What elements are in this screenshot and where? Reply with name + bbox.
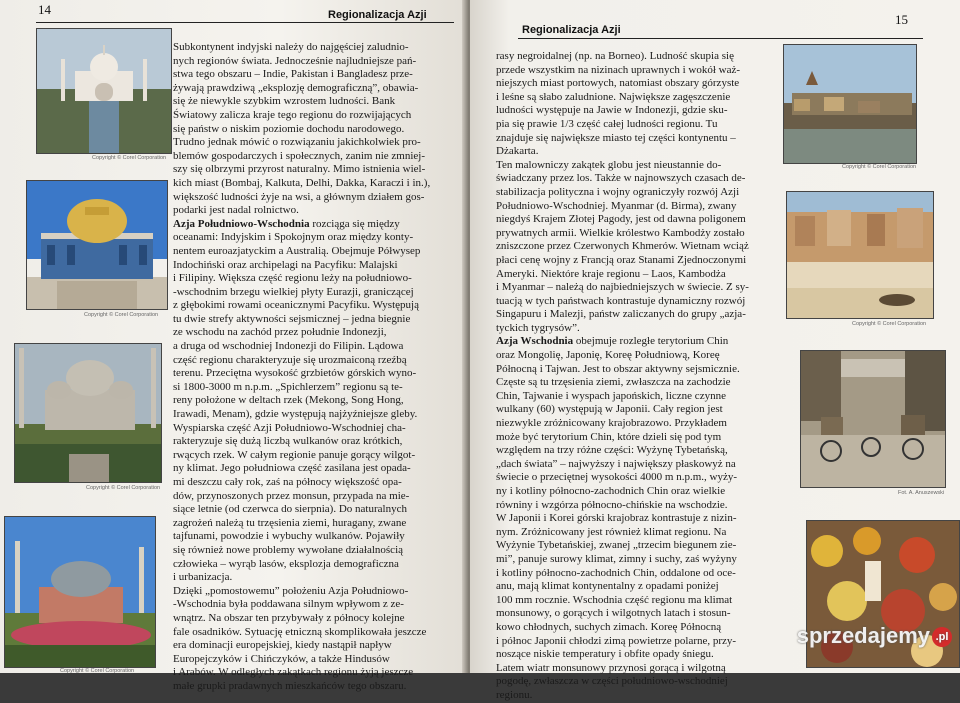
text-run: niejszych miast portowych, natomiast obszary górzyste [496,77,740,90]
text-run: ludności występuje na Jawie w Indonezji, gdzie sku- [496,104,728,117]
text-line [496,322,781,336]
text-run: płaci cenę wojny z Francją oraz Stanami Zjednoczonymi [496,253,747,266]
text-line [496,186,781,200]
photo-credit: Copyright © Corel Corporation [84,312,159,318]
text-line [173,313,457,327]
text-line [496,240,781,254]
text-line [173,530,457,544]
text-line [496,213,781,227]
text-run: „dach świata” – najwyższy i największy płaskowyż na [496,457,736,470]
text-line [173,680,457,694]
text-line [496,104,781,118]
text-line [496,77,781,91]
text-line [496,172,781,186]
text-run: i Arabów. W odległych zakątkach regionu żyją jeszcze [173,666,414,679]
text-run: mi deszczu cały rok, zaś na północy większość opa- [173,476,402,488]
text-line [496,635,781,649]
text-line [496,675,781,689]
text-line [173,177,457,191]
text-line [173,286,457,300]
text-run: i północ Japonii chłodzi zimą powietrze polarne, przy- [496,634,737,647]
right-page [470,0,960,701]
text-line [173,571,457,585]
photo-river-town [783,44,917,164]
text-run: podarki jest nadal rolnictwo. [173,204,299,217]
page-number: 15 [895,12,908,27]
text-run: monsunowy, o gorących i wilgotnych latach i stosun- [496,607,731,620]
text-line [173,299,457,313]
photo-ghats [786,191,934,319]
text-line [173,422,457,436]
running-head: Regionalizacja Azji [328,9,427,21]
text-line [173,381,457,395]
text-run: W Japonii i Korei górski krajobraz kontrastuje z nizin- [496,512,737,525]
photo-credit: Copyright © Corel Corporation [852,321,927,327]
text-run: mi”, panuje surowy klimat, zimny i suchy, zaś wyżyny [496,552,737,565]
text-line [173,612,457,626]
text-run: Singapuru i Malezji, państw zaliczanych do grupy „azja- [496,308,746,321]
text-line [173,408,457,422]
photo-blue-mosque [14,343,162,483]
running-head: Regionalizacja Azji [522,24,621,36]
text-line [173,394,457,408]
text-line [173,272,457,286]
text-line [173,340,457,354]
text-run: Europejczyków i Chińczyków, a także Hindusów [173,652,390,665]
text-run: Dzięki „pomostowemu” położeniu Azja Południowo- [173,584,409,597]
text-run: niegdyś Krajem Złotej Pagody, jest od dawna poligonem [496,213,746,226]
text-run: szy się olbrzymi przyrost naturalny. Mimo istnienia wiel- [173,163,426,176]
text-run: prywatnych armii. Wielkie królestwo Kambodży zostało [496,226,745,239]
text-run: z głębokimi rowami oceanicznymi Pacyfiku. Występują [173,299,419,312]
text-run: Wyspiarska część Azji Południowo-Wschodniej cha- [173,421,406,434]
photo-hagia-sophia [4,516,156,668]
text-run: względem na trzy różne części: Wyżynę Tybetańską, [496,444,728,457]
photo-street [800,350,946,488]
text-run: a druga od wschodniej Indonezji do Filipin. Lądowa [173,340,404,353]
text-run: i kotliny północno-zachodnich Chin, oddalone od oce- [496,566,736,579]
watermark-badge: .pl [932,627,952,647]
text-line [173,245,457,259]
text-run: Częste są tu trzęsienia ziemi, zwłaszcza na zachodzie [496,376,731,389]
text-run: Chin, Tajwanie i wyspach japońskich, liczne czynne [496,389,726,402]
text-run: oraz Mongolię, Japonię, Koreę Południową, Koreę [496,349,720,362]
text-run: stwa tego obszaru – Indie, Pakistan i Bangladesz prze- [173,68,413,81]
photo-credit: Copyright © Corel Corporation [92,155,167,161]
text-line [173,68,457,82]
section-heading: Azja Południowo-Wschodnia [173,217,310,230]
text-line [496,91,781,105]
text-line [496,254,781,268]
text-line [496,621,781,635]
text-line [496,471,781,485]
text-run: Południowo-Wschodniej. Myanmar (d. Birma), zwany [496,199,737,212]
text-run: oceanami: Indyjskim i Spokojnym oraz między konty- [173,231,414,244]
text-line [173,191,457,205]
text-line [173,367,457,381]
text-run: niezwykle zróżnicowany krajobrazowo. Przykładem [496,417,727,430]
text-run: i urbanizacja. [173,571,233,584]
text-run: część regionu charakteryzuje się urozmaiconą rzeźbą [173,353,407,366]
text-run: anu, mają klimat kontynentalny z opadami poniżej [496,580,719,593]
text-line [173,462,457,476]
watermark [797,623,952,649]
text-line [496,227,781,241]
text-run: 100 mm rocznie. Wschodnia część regionu ma klimat [496,593,733,606]
text-line [496,594,781,608]
text-line [173,666,457,680]
text-line [496,526,781,540]
header-rule [518,38,923,39]
text-line [496,145,781,159]
text-run: świadczany przez los. Także w najnowszych czasach de- [496,172,746,185]
text-line [496,363,781,377]
text-run: się że niewykle szybkim wzrostem ludności. Bank [173,95,396,108]
text-run: tajfunami, powodzie i wybuchy wulkanów. Pojawiły [173,530,405,543]
text-line [173,95,457,109]
text-line [496,607,781,621]
text-line [173,639,457,653]
text-run: obejmuje rozległe terytorium Chin [573,335,729,348]
text-run: i Filipiny. Większa część regionu leży na południowo- [173,272,412,285]
text-line [496,553,781,567]
text-line [496,499,781,513]
text-line [173,476,457,490]
text-run: wnątrz. Na obszar ten przybywały z północy kolejne [173,611,405,624]
text-line [173,204,457,218]
text-line [173,544,457,558]
text-line [496,349,781,363]
text-line [173,653,457,667]
page-number: 14 [38,2,51,17]
text-line [496,200,781,214]
text-line [173,259,457,273]
text-line [173,41,457,55]
text-run: rakteryzuje się dużą liczbą wulkanów oraz krótkich, [173,435,403,448]
photo-credit: Copyright © Corel Corporation [86,485,161,491]
text-line [173,354,457,368]
photo-golden-dome [26,180,168,310]
text-line [496,485,781,499]
text-run: Latem wiatr monsunowy przynosi gorącą i wilgotną [496,661,726,674]
text-run: wulkany (60) występują w Japonii. Cały region jest [496,403,723,416]
text-run: zniszczone przez Czerwonych Khmerów. Wietnam wciąż [496,240,749,253]
text-run: Subkontynent indyjski należy do najgęściej zaludnio- [173,41,409,53]
text-line [496,268,781,282]
text-line [173,55,457,69]
text-line [173,150,457,164]
text-line [496,458,781,472]
text-line [173,218,457,232]
text-line [173,326,457,340]
text-run: Wyżynie Tybetańskiej, zwanej „trzecim biegunem zie- [496,539,737,552]
text-run: Północną i Tajwan. Jest to obszar aktywny sejsmicznie. [496,362,740,375]
text-run: Irawadi, Menam), gdzie występują najżyźniejsze gleby. [173,408,418,421]
text-run: nych regionów świata. Jednocześnie najludniejsze pań- [173,54,417,67]
text-run: Dżakarta. [496,145,539,158]
text-run: ny klimat. Jego południowa część zasilana jest opada- [173,462,411,475]
text-line [173,123,457,137]
watermark-text: sprzedajemy [796,623,930,648]
text-run: człowieka – wyrąb lasów, eksplozja demograficzna [173,557,399,570]
text-run: małe grupki pradawnych mieszkańców tego obszaru. [173,679,407,692]
left-body-text [173,41,457,694]
text-run: dów, przynoszonych przez monsun, przypada na mie- [173,489,410,502]
text-run: równiny i wzgórza północno-chińskie na wschodzie. [496,498,728,511]
text-run: rwących rzek. W całym regionie panuje gorący wilgot- [173,448,416,461]
right-body-text [496,50,781,703]
text-line [173,490,457,504]
text-run: siące letnie (od czerwca do sierpnia). Do naturalnych [173,503,407,516]
text-line [173,449,457,463]
text-run: kowo chłodnych, suchych zimach. Koreę Północną [496,620,722,633]
text-run: stabilizacja polityczna i wojny ograniczyły rozwój Azji [496,185,740,198]
text-run: rozciąga się między [309,217,400,230]
text-line [173,109,457,123]
text-line [173,163,457,177]
text-run: świecie o przeciętnej wysokości 4000 m n.p.m., wyży- [496,471,738,484]
text-run: Ten malowniczy zakątek globu jest nieustannie do- [496,158,722,171]
text-run: nentem euroazjatyckim a Australią. Obejmuje Półwysep [173,244,421,257]
text-run: tuacją w tych państwach kontrastuje dynamiczny rozwój [496,294,746,307]
text-run: Trudno jednak mówić o rozwiązaniu jakichkolwiek pro- [173,136,421,149]
text-line [496,50,781,64]
text-run: większość ludności żyje na wsi, a głównym działem gos- [173,190,425,203]
text-run: tu dwie strefy aktywności sejsmicznej – jedna biegnie [173,312,411,325]
text-line [173,231,457,245]
text-line [496,376,781,390]
text-line [173,558,457,572]
text-line [496,390,781,404]
section-heading: Azja Wschodnia [496,335,574,348]
text-line [496,335,781,349]
text-line [496,689,781,703]
text-run: noszące niskie temperatury i obfite opady śniegu. [496,648,714,661]
text-run: żywają prawdziwą „eksplozję demograficzną”, obawia- [173,81,419,94]
text-run: fale osadników. Sytuację etniczną skomplikowała jeszcze [173,625,427,638]
text-run: kich miast (Bombaj, Kalkuta, Delhi, Dakka, Karaczi i in.), [173,176,431,189]
text-run: zagrożeń należą tu trzęsienia ziemi, huragany, zwane [173,516,407,529]
text-run: reny położone w deltach rzek (Mekong, Song Hong, [173,394,404,407]
photo-credit: Fot. A. Anuszewski [898,490,945,496]
text-line [173,82,457,96]
text-run: si 1800-3000 m n.p.m. „Spichlerzem” regionu są te- [173,380,403,393]
text-line [496,648,781,662]
text-line [496,308,781,322]
text-line [496,662,781,676]
text-run: regionu. [496,688,533,701]
text-line [496,512,781,526]
text-run: era dominacji europejskiej, kiedy nastąpił napływ [173,639,392,652]
text-line [173,598,457,612]
text-line [496,567,781,581]
text-line [496,539,781,553]
text-run: znajduje się największe miasto tej części kontynentu – [496,131,736,144]
text-line [173,435,457,449]
text-run: pogodę, zwłaszcza w części południowo-wschodniej [496,675,728,688]
text-run: może być terytorium Chin, które dzieli się pod tym [496,430,722,443]
photo-taj-mahal [36,28,172,154]
text-line [173,503,457,517]
text-run: ze wschodu na zachód przez południe Indonezji, [173,326,387,339]
text-run: nym. Zróżnicowany jest również klimat regionu. Na [496,525,727,538]
text-line [496,281,781,295]
text-run: Ameryki. Niektóre kraje regionu – Laos, Kambodża [496,267,726,280]
text-run: blemów gospodarczych i społecznych, zanim nie zmniej- [173,149,425,162]
text-line [173,136,457,150]
text-run: się również nowe problemy wywołane działalnością [173,543,404,556]
photo-credit: Copyright © Corel Corporation [842,164,917,170]
text-line [173,517,457,531]
text-line [496,159,781,173]
left-page [0,0,468,692]
text-run: terenu. Przeciętna wysokość grzbietów górskich wyno- [173,367,417,380]
text-line [496,64,781,78]
text-run: Indochiński oraz archipelagi na Pacyfiku: Malajski [173,258,398,271]
text-line [496,295,781,309]
text-line [496,417,781,431]
header-rule [36,22,454,23]
text-run: się państw o niskim poziomie dochodu narodowego. [173,122,405,135]
text-line [173,626,457,640]
text-run: -wschodnim brzegu wielkiej płyty Eurazji, graniczącej [173,285,414,298]
text-run: -Wschodnia była poddawana silnym wpływom z ze- [173,598,404,611]
text-run: i Myanmar – należą do najbiedniejszych w świecie. Z sy- [496,281,749,294]
text-run: rasy negroidalnej (np. na Borneo). Ludność skupia się [496,50,734,62]
text-run: i leśne są słabo zaludnione. Największe zagęszczenie [496,90,731,103]
text-run: przede wszystkim na nizinach uprawnych i wokół waż- [496,63,741,76]
text-line [173,585,457,599]
text-run: ny i kotliny północno-zachodnich Chin oraz wielkie [496,485,726,497]
text-line [496,580,781,594]
text-line [496,431,781,445]
text-line [496,403,781,417]
text-run: pia się prawie 1/3 część całej ludności regionu. Tu [496,117,718,130]
text-line [496,132,781,146]
text-run: tyckich tygrysów”. [496,321,580,334]
text-line [496,444,781,458]
text-run: Światowy zalicza kraje tego regionu do rozwijających [173,108,412,121]
text-line [496,118,781,132]
photo-credit: Copyright © Corel Corporation [60,668,135,674]
